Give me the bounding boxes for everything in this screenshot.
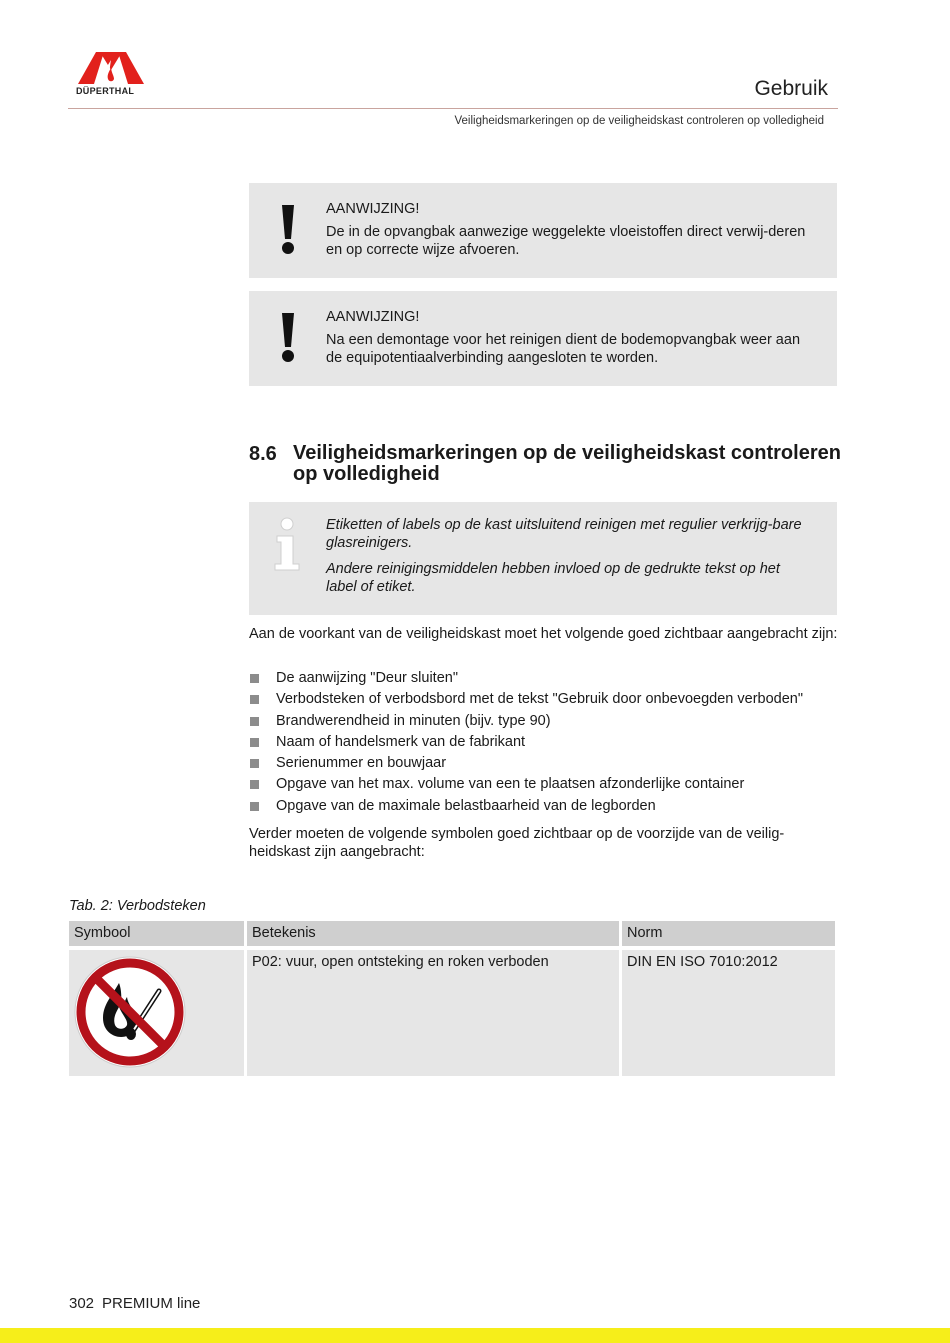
section-title: Veiligheidsmarkeringen op de veiligheidskast controleren op volledigheid [293, 442, 841, 485]
info-text: Etiketten of labels op de kast uitsluitend reinigen met regulier verkrijg-bare glasreinigers. [326, 517, 802, 551]
intro-paragraph: Aan de voorkant van de veiligheidskast moet het volgende goed zichtbaar aangebracht zijn: [249, 626, 838, 642]
bullet-square-icon [250, 717, 259, 726]
list-item [249, 689, 839, 710]
notice-box [249, 183, 837, 278]
header-subtitle: Veiligheidsmarkeringen op de veiligheidskast controleren op volledigheid [454, 115, 824, 127]
list-item [249, 796, 839, 817]
bullet-square-icon [250, 780, 259, 789]
list-item-text: Opgave van het max. volume van een te plaatsen afzonderlijke container [276, 776, 745, 793]
notice-body: Na een demontage voor het reinigen dient de bodemopvangbak weer aan de equipotentiaalverbinding aangesloten te worden. [326, 332, 801, 366]
table-header-meaning: Betekenis [247, 921, 619, 946]
list-item [249, 732, 839, 753]
bullet-square-icon [250, 802, 259, 811]
notice-box [249, 291, 837, 386]
no-open-flame-sign-icon [73, 955, 187, 1069]
bullet-square-icon [250, 738, 259, 747]
info-box [249, 502, 837, 615]
bottom-color-bar [0, 1328, 950, 1343]
notice-title: AANWIJZING! [326, 201, 420, 217]
list-item [249, 774, 839, 795]
bullet-square-icon [250, 674, 259, 683]
list-item-text: De aanwijzing "Deur sluiten" [276, 670, 458, 686]
info-text: Andere reinigingsmiddelen hebben invloed op de gedrukte tekst op het label of etiket. [326, 561, 780, 595]
table-header-symbol: Symbool [69, 921, 244, 946]
table-cell-meaning: P02: vuur, open ontsteking en roken verboden [247, 950, 619, 1076]
table-caption: Tab. 2: Verbodsteken [69, 898, 206, 914]
exclamation-icon [277, 203, 299, 255]
table-cell-norm: DIN EN ISO 7010:2012 [622, 950, 835, 1076]
bullet-square-icon [250, 695, 259, 704]
list-item-text: Naam of handelsmerk van de fabrikant [276, 733, 526, 750]
bullet-square-icon [250, 759, 259, 768]
list-item [249, 668, 839, 689]
outro-paragraph: Verder moeten de volgende symbolen goed zichtbaar op de voorzijde van de veilig-heidskast zijn aangebracht: [249, 826, 785, 860]
page-number: 302 [69, 1295, 95, 1312]
list-item-text: Brandwerendheid in minuten (bijv. type 90) [276, 712, 551, 729]
list-item [249, 711, 839, 732]
list-item-text: Serienummer en bouwjaar [276, 755, 447, 772]
notice-body: De in de opvangbak aanwezige weggelekte vloeistoffen direct verwij-deren en op correcte wijze afvoeren. [326, 224, 806, 258]
product-line: PREMIUM line [102, 1295, 201, 1312]
section-number: 8.6 [249, 443, 277, 465]
info-icon [271, 516, 303, 572]
brand-name: DÜPERTHAL [76, 86, 135, 96]
list-item-text: Verbodsteken of verbodsbord met de tekst "Gebruik door onbevoegden verboden" [276, 691, 803, 708]
list-item-text: Opgave van de maximale belastbaarheid van de legborden [276, 797, 656, 814]
requirements-list [249, 668, 839, 817]
section-heading: Gebruik [754, 77, 828, 100]
list-item [249, 753, 839, 774]
table-header-norm: Norm [622, 921, 835, 946]
notice-title: AANWIJZING! [326, 309, 420, 325]
page-footer [69, 1295, 200, 1312]
table-cell-symbol [69, 950, 244, 1076]
header-divider [68, 108, 838, 109]
exclamation-icon [277, 311, 299, 363]
